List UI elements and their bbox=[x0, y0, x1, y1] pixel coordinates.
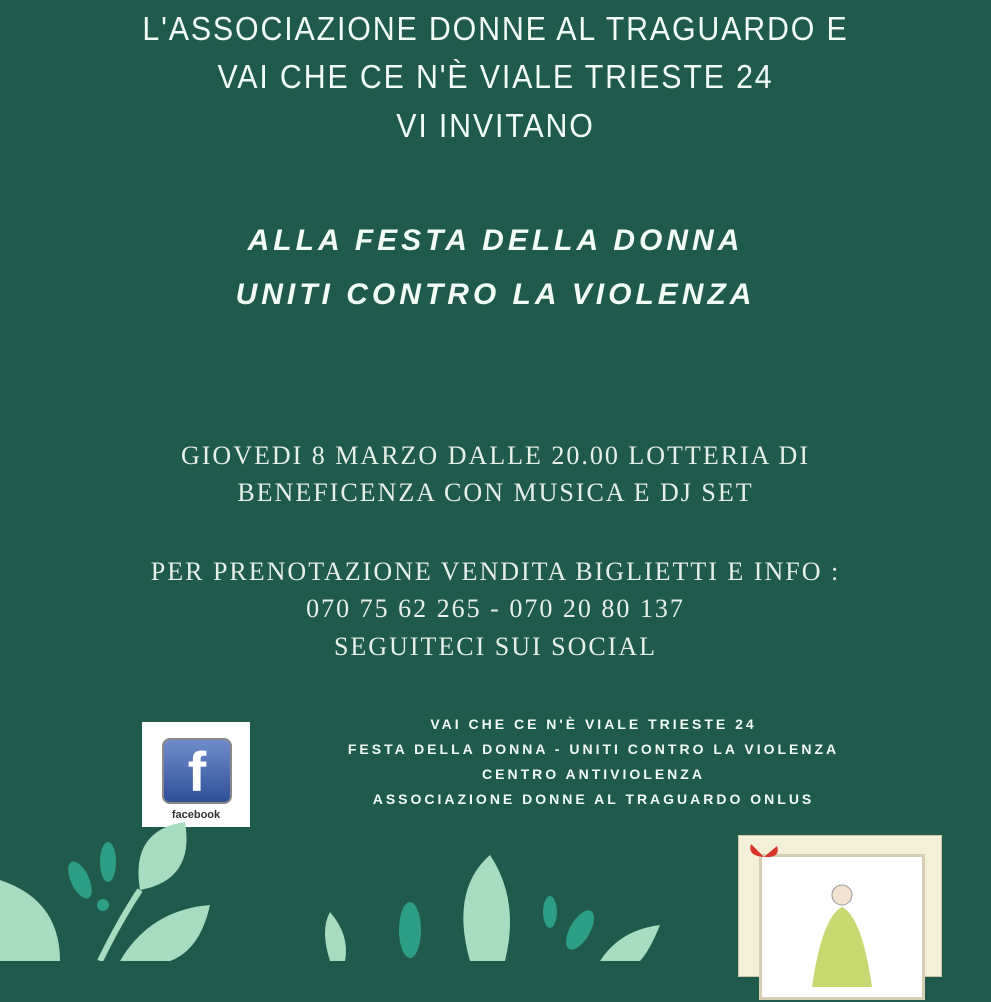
butterfly-icon bbox=[747, 840, 781, 874]
details-line-2: BENEFICENZA CON MUSICA E DJ SET bbox=[237, 478, 754, 507]
facebook-icon: f bbox=[162, 738, 232, 804]
social-page-2: FESTA DELLA DONNA - UNITI CONTRO LA VIOLENZA bbox=[347, 741, 840, 757]
leaf-shape bbox=[138, 822, 186, 890]
header-line-3: VI INVITANO bbox=[396, 107, 595, 144]
leaf-shape bbox=[325, 912, 346, 961]
facebook-label: facebook bbox=[171, 809, 221, 821]
event-title-line-1: ALLA FESTA DELLA DONNA bbox=[247, 224, 744, 257]
social-page-4: ASSOCIAZIONE DONNE AL TRAGUARDO ONLUS bbox=[372, 791, 815, 807]
leaf-shape bbox=[600, 925, 660, 961]
header-line-1: L'ASSOCIAZIONE DONNE AL TRAGUARDO E bbox=[142, 10, 849, 47]
header-line-2: VAI CHE CE N'È VIALE TRIESTE 24 bbox=[217, 58, 774, 95]
drop-shape bbox=[399, 902, 421, 958]
leaf-shape bbox=[120, 905, 210, 961]
drop-shape bbox=[560, 906, 599, 954]
info-line-1: PER PRENOTAZIONE VENDITA BIGLIETTI E INFO : bbox=[150, 557, 841, 586]
social-page-3: CENTRO ANTIVIOLENZA bbox=[482, 766, 705, 782]
leaf-shape bbox=[0, 880, 60, 961]
event-title-line-2: UNITI CONTRO LA VIOLENZA bbox=[235, 278, 756, 311]
drop-shape bbox=[543, 896, 557, 928]
picture-frame-illustration bbox=[738, 835, 942, 977]
follow-us: SEGUITECI SUI SOCIAL bbox=[333, 632, 658, 661]
drop-shape bbox=[63, 858, 96, 902]
leaf-shape bbox=[463, 855, 510, 961]
details-line-1: GIOVEDI 8 MARZO DALLE 20.00 LOTTERIA DI bbox=[181, 441, 810, 470]
drop-shape bbox=[100, 842, 116, 882]
woman-illustration bbox=[762, 857, 922, 997]
social-page-1: VAI CHE CE N'È VIALE TRIESTE 24 bbox=[430, 716, 757, 732]
phone-numbers: 070 75 62 265 - 070 20 80 137 bbox=[306, 594, 685, 623]
